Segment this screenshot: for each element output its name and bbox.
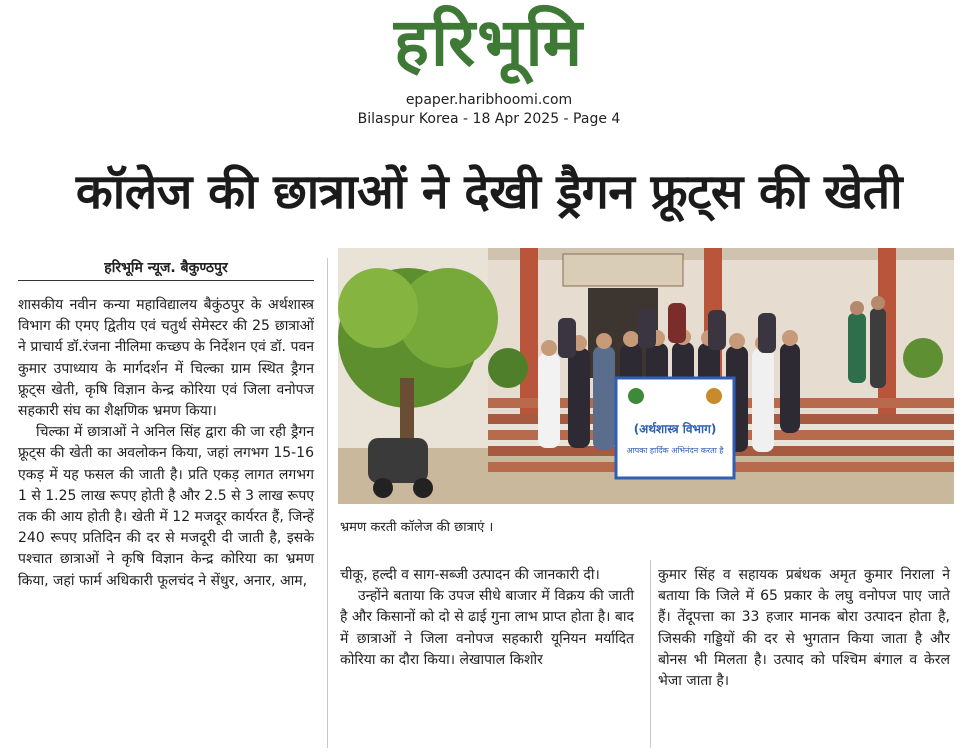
edition-info: Bilaspur Korea - 18 Apr 2025 - Page 4 bbox=[357, 111, 621, 127]
article-headline: कॉलेज की छात्राओं ने देखी ड्रैगन फ्रूट्स की खेती bbox=[75, 164, 903, 220]
column-divider bbox=[650, 560, 651, 748]
paragraph: शासकीय नवीन कन्या महाविद्यालय बैकुंठपुर के अर्थशास्त्र विभाग की एमए द्वितीय एवं चतुर्थ सेमेस्टर की 25 छात्राओं ने प्राचार्य डॉ.रंजना नीलिमा कच्छप के निर्देशन एवं डॉ. पवन कुमार उपाध्याय के मार्गदर्शन में चिल्का ग्राम स्थित ड्रैगन फ्रूट्स खेती, कृषि विज्ञान केन्द्र कोरिया एवं जिला वनोपज सहकारी संघ का शैक्षणिक भ्रमण किया। bbox=[18, 297, 314, 420]
paragraph: कुमार सिंह व सहायक प्रबंधक अमृत कुमार निराला ने बताया कि जिले में 65 प्रकार के लघु वनोपज पाए जाते हैं। तेंदूपत्ता का 33 हजार मानक बोरा उत्पादन होता है, जिसकी गड्डियों की दर से भुगतान किया जाता है और बोनस भी मिलता है। उत्पाद को पश्चिम बंगाल व केरल भेजा जाता है। bbox=[658, 567, 950, 690]
newspaper-logo[interactable]: हरिभूमि bbox=[393, 4, 585, 81]
column-divider bbox=[327, 258, 328, 748]
article-column-3 bbox=[658, 565, 950, 692]
article-column-2 bbox=[340, 565, 634, 671]
paragraph: उन्होंने बताया कि उपज सीधे बाजार में विक्रय की जाती है और किसानों को दो से ढाई गुना लाभ प्राप्त होता है। बाद में छात्राओं ने जिला वनोपज सहकारी यूनियन मर्यादित कोरिया का दौरा किया। लेखापाल किशोर bbox=[340, 588, 634, 668]
site-url[interactable]: epaper.haribhoomi.com bbox=[405, 92, 573, 108]
article-photo bbox=[338, 248, 954, 504]
banner-subtitle: आपका हार्दिक अभिनंदन करता है bbox=[626, 446, 724, 455]
article-byline: हरिभूमि न्यूज. बैकुण्ठपुर bbox=[18, 258, 314, 281]
paragraph: चिल्का में छात्राओं ने अनिल सिंह द्वारा की जा रही ड्रैगन फ्रूट्स की खेती का अवलोकन किया, जहां लगभग 15-16 एकड़ में यह फसल की जाती है। प्रति एकड़ लागत लगभग 1 से 1.25 लाख रूपए होती है और 2.5 से 3 लाख रूपए तक की आय होती है। खेती में 12 मजदूर कार्यरत हैं, जिन्हें 240 रूपए प्रतिदिन की दर से मजदूरी दी जाती है, इसके पश्चात छात्राओं ने कृषि विज्ञान केन्द्र कोरिया का भ्रमण किया, जहां फार्म अधिकारी फूलचंद ने सेंधुर, अनार, आम, bbox=[18, 424, 315, 589]
banner-title: (अर्थशास्त्र विभाग) bbox=[633, 422, 717, 436]
masthead bbox=[0, 4, 978, 82]
article-column-1 bbox=[18, 295, 314, 592]
paragraph: चीकू, हल्दी व साग-सब्जी उत्पादन की जानकारी दी। bbox=[340, 567, 600, 583]
photo-caption: भ्रमण करती कॉलेज की छात्राएं । bbox=[340, 520, 494, 535]
